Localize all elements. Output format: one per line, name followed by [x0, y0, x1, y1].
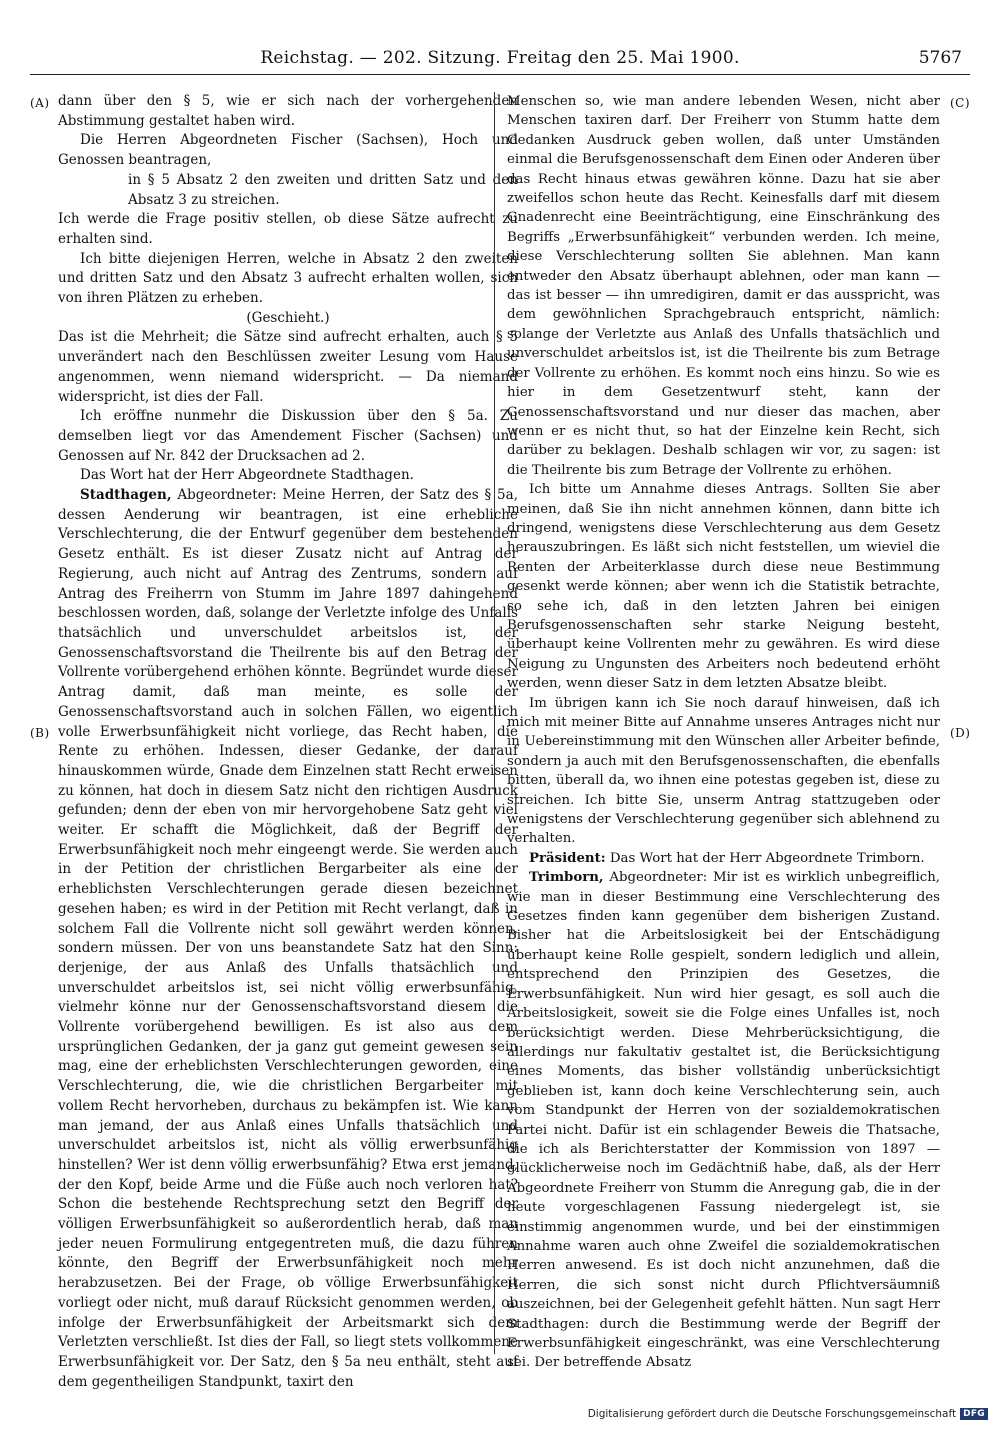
- stage-direction: (Geschieht.): [246, 309, 330, 326]
- column-divider: [494, 92, 495, 1354]
- left-column: [58, 92, 518, 1392]
- right-column: [507, 92, 940, 1373]
- president-text: Das Wort hat der Herr Abgeordnete Trimborn.: [609, 850, 925, 866]
- margin-marker-b: (B): [30, 726, 50, 740]
- paragraph: Ich bitte diejenigen Herren, welche in Absatz 2 den zweiten und dritten Satz und den Absatz 3 aufrecht erhalten wollen, sich von ihren Plätzen zu erheben.: [58, 250, 518, 307]
- margin-marker-d: (D): [950, 726, 971, 740]
- paragraph: Die Herren Abgeordneten Fischer (Sachsen), Hoch und Genossen beantragen,: [58, 132, 518, 169]
- paragraph: Das ist die Mehrheit; die Sätze sind aufrecht erhalten, auch § 5 unverändert nach den Beschlüssen zweiter Lesung vom Hause angenommen, wenn niemand widerspricht. — Da niemand widerspricht, ist dies der Fall.: [58, 329, 518, 405]
- digitization-footer: [588, 1408, 988, 1420]
- motion-text: in § 5 Absatz 2 den zweiten und dritten Satz und den Absatz 3 zu streichen.: [128, 171, 518, 208]
- page-number: 5767: [918, 48, 962, 68]
- paragraph: Im übrigen kann ich Sie noch darauf hinweisen, daß ich mich mit meiner Bitte auf Annahme unseres Antrages nicht nur in Uebereinstimmung mit den Wünschen aller Arbeiter befinde, sondern ja auch mit den Berufsgenossenschaften, die ebenfalls bitten, überall da, wo ihnen eine potestas gegeben ist, diese zu streichen. Ich bitte Sie, unserm Antrag stattzugeben oder wenigstens der Verschlechterung gegenüber sich ablehnend zu verhalten.: [507, 695, 940, 847]
- speech-paragraph: [58, 486, 518, 1392]
- speech-text: Meine Herren, der Satz des § 5a, dessen Aenderung wir beantragen, ist eine erhebliche Verschlechterung, die der Entwurf gegenüber dem bestehenden Gesetz enthält. Es ist dieser Zusatz nicht auf Antrag der Regierung, auch nicht auf Antrag des Zentrums, sondern auf Antrag des Freiherrn von Stumm im Jahre 1897 dahingehend beschlossen worden, daß, solange der Verletzte infolge des Unfalls thatsächlich und unverschuldet arbeitslos ist, der Genossenschaftsvorstand die Theilrente bis auf den Betrag der Vollrente vorübergehend erhöhen könnte. Begründet wurde dieser Antrag damit, daß man meinte, es solle der Genossenschaftsvorstand auch in solchen Fällen, wo eigentlich volle Erwerbsunfähigkeit nicht vorliege, das Recht haben, die Rente zu erhöhen. Indessen, dieser Gedanke, der darauf hinauskommen würde, Gnade dem Einzelnen statt Recht erweisen zu können, hat doch in diesem Satz nicht den richtigen Ausdruck gefunden; denn der eben von mir hervorgehobene Satz geht viel weiter. Er schafft die Möglichkeit, daß der Begriff der Erwerbsunfähigkeit noch mehr eingeengt werde. Sie werden auch in der Petition der christlichen Bergarbeiter als eine der erheblichsten Verschlechterungen gerade diesen bezeichnet gesehen haben; es wird in der Petition mit Recht verlangt, daß in solchem Fall die Vollrente nicht soll gewährt werden können, sondern müssen. Der von uns beanstandete Satz hat den Sinn: derjenige, der aus Anlaß des Unfalls thatsächlich und unverschuldet arbeitslos ist, sei nicht völlig erwerbsunfähig, vielmehr könne nur der Genossenschaftsvorstand diesem die Vollrente vorübergehend bewilligen. Es ist also aus dem ursprünglichen Gedanken, der ja ganz gut gemeint gewesen sein mag, eine der erheblichsten Verschlechterungen geworden, eine Verschlechterung, die, wie die christlichen Bergarbeiter mit vollem Recht hervorheben, durchaus zu bekämpfen ist. Wie kann man jemand, der aus Anlaß eines Unfalls thatsächlich und unverschuldet arbeitslos ist, nicht als völlig erwerbsunfähig hinstellen? Wer ist denn völlig erwerbsunfähig? Etwa erst jemand, der den Kopf, beide Arme und die Füße auch noch verloren hat? Schon die bestehende Rechtsprechung setzt den Begriff der völligen Erwerbsunfähigkeit so außerordentlich herab, daß man jeder neuen Formulirung entgegentreten muß, die dazu führen könnte, den Begriff der Erwerbsunfähigkeit noch mehr herabzusetzen. Bei der Frage, ob völlige Erwerbsunfähigkeit vorliegt oder nicht, muß darauf Rücksicht genommen werden, ob infolge der Erwerbsunfähigkeit der Arbeitsmarkt sich dem Verletzten verschließt. Ist dies der Fall, so liegt stets vollkommene Erwerbsunfähigkeit vor. Der Satz, den § 5a neu enthält, steht auf dem gegentheiligen Standpunkt, taxirt den: [58, 487, 518, 1390]
- speaker-name: Stadthagen,: [80, 487, 172, 504]
- page-title: Reichstag. — 202. Sitzung. Freitag den 25. Mai 1900.: [260, 48, 740, 68]
- header-rule: [30, 74, 970, 75]
- paragraph: Ich werde die Frage positiv stellen, ob diese Sätze aufrecht zu erhalten sind.: [58, 211, 518, 247]
- president-paragraph: [507, 849, 940, 868]
- paragraph: Das Wort hat der Herr Abgeordnete Stadthagen.: [80, 467, 414, 484]
- paragraph: Ich bitte um Annahme dieses Antrags. Sollten Sie aber meinen, daß Sie ihn nicht annehmen können, dann bitte ich dringend, wenigstens diese Verschlechterung aus dem Gesetz herauszubringen. Es läßt sich nicht feststellen, um wieviel die Renten der Arbeiterklasse durch diese neue Bestimmung gesenkt werde können; aber wenn ich die Statistik betrachte, so sehe ich, daß in den letzten Jahren bei einigen Berufsgenossenschaften sehr starke Neigung besteht, überhaupt keine Vollrenten mehr zu gewähren. Es wird diese Neigung zu Ungunsten des Arbeiters noch bedeutend erhöht werden, wenn dieser Satz in dem letzten Absatze bleibt.: [507, 482, 940, 692]
- speaker-name: Trimborn,: [529, 870, 604, 886]
- margin-marker-a: (A): [30, 96, 50, 110]
- footer-text: Digitalisierung gefördert durch die Deutsche Forschungsgemeinschaft: [587, 1408, 957, 1420]
- speech-text: Mir ist es wirklich unbegreiflich, wie man in dieser Bestimmung eine Verschlechterung des Gesetzes finden kann gegenüber dem bisherigen Zustand. Bisher hat die Arbeitslosigkeit bei der Entschädigung überhaupt keine Rolle gespielt, sondern lediglich und allein, entsprechend den Prinzipien des Gesetzes, die Erwerbsunfähigkeit. Nun wird hier gesagt, es soll auch die Arbeitslosigkeit, soweit sie die Folge eines Unfalles ist, noch berücksichtigt werden. Diese Mehrberücksichtigung, die allerdings nur fakultativ gestaltet ist, die Berücksichtigung eines Moments, das bisher vollständig unberücksichtigt geblieben ist, kann doch keine Verschlechterung sein, auch vom Standpunkt der Herren von der sozialdemokratischen Partei nicht. Dafür ist ein schlagender Beweis die Thatsache, die ich als Berichterstatter der Kommission von 1897 — glücklicherweise noch im Gedächtniß habe, daß, als der Herr Abgeordnete Freiherr von Stumm die Anregung gab, die in der heute vorgeschlagenen Fassung niedergelegt ist, sie einstimmig angenommen wurde, und bei der einstimmigen Annahme waren auch ohne Zweifel die sozialdemokratischen Herren anwesend. Es ist doch nicht anzunehmen, daß die Herren, die sich sonst nicht durch Pflichtversäumniß auszeichnen, bei der Gelegenheit gefehlt hätten. Nun sagt Herr Stadthagen: durch die Bestimmung werde der Begriff der Erwerbsunfähigkeit eingeschränkt, was eine Verschlechterung sei. Der betreffende Absatz: [507, 870, 940, 1371]
- page-header: [30, 44, 970, 74]
- paragraph: Menschen so, wie man andere lebenden Wesen, nicht aber Menschen taxiren darf. Der Freiherr von Stumm hatte dem Gedanken Ausdruck geben wollen, daß unter Umständen einmal die Berufsgenossenschaft dem Einen oder Anderen über das Recht hinaus etwas gewähren könne. Dazu hat sie aber zweifellos schon heute das Recht. Keinesfalls darf mit diesem Gnadenrecht eine Beeinträchtigung, eine Einschränkung des Begriffs „Erwerbsunfähigkeit“ verbunden werden. Ich meine, diese Verschlechterung sollten Sie ablehnen. Man kann entweder den Absatz überhaupt ablehnen, oder man kann — das ist besser — ihn umredigiren, damit er das ausspricht, was dem gewöhnlichen Sprachgebrauch entspricht, nämlich: solange der Verletzte aus Anlaß des Unfalls thatsächlich und unverschuldet arbeitslos ist, ist die Theilrente bis zum Betrage der Vollrente zu erhöhen. Es kommt noch eins hinzu. So wie es hier in dem Gesetzentwurf steht, kann der Genossenschaftsvorstand und nur dieser das machen, aber wenn er es nicht thut, so hat der Einzelne kein Recht, sich darüber zu beklagen. Deshalb schlagen wir vor, zu sagen: ist die Theilrente bis zum Betrage der Vollrente zu erhöhen.: [507, 94, 940, 478]
- speaker-role: Abgeordneter:: [177, 487, 277, 504]
- president-label: Präsident:: [529, 850, 606, 866]
- margin-marker-c: (C): [950, 96, 971, 110]
- paragraph: dann über den § 5, wie er sich nach der vorhergehenden Abstimmung gestaltet haben wird.: [58, 93, 518, 129]
- dfg-logo-icon: DFG: [960, 1408, 988, 1420]
- speech-paragraph: [507, 868, 940, 1373]
- paragraph: Ich eröffne nunmehr die Diskussion über den § 5a. Zu demselben liegt vor das Amendement Fischer (Sachsen) und Genossen auf Nr. 842 der Drucksachen ad 2.: [58, 408, 518, 464]
- speaker-role: Abgeordneter:: [609, 870, 708, 886]
